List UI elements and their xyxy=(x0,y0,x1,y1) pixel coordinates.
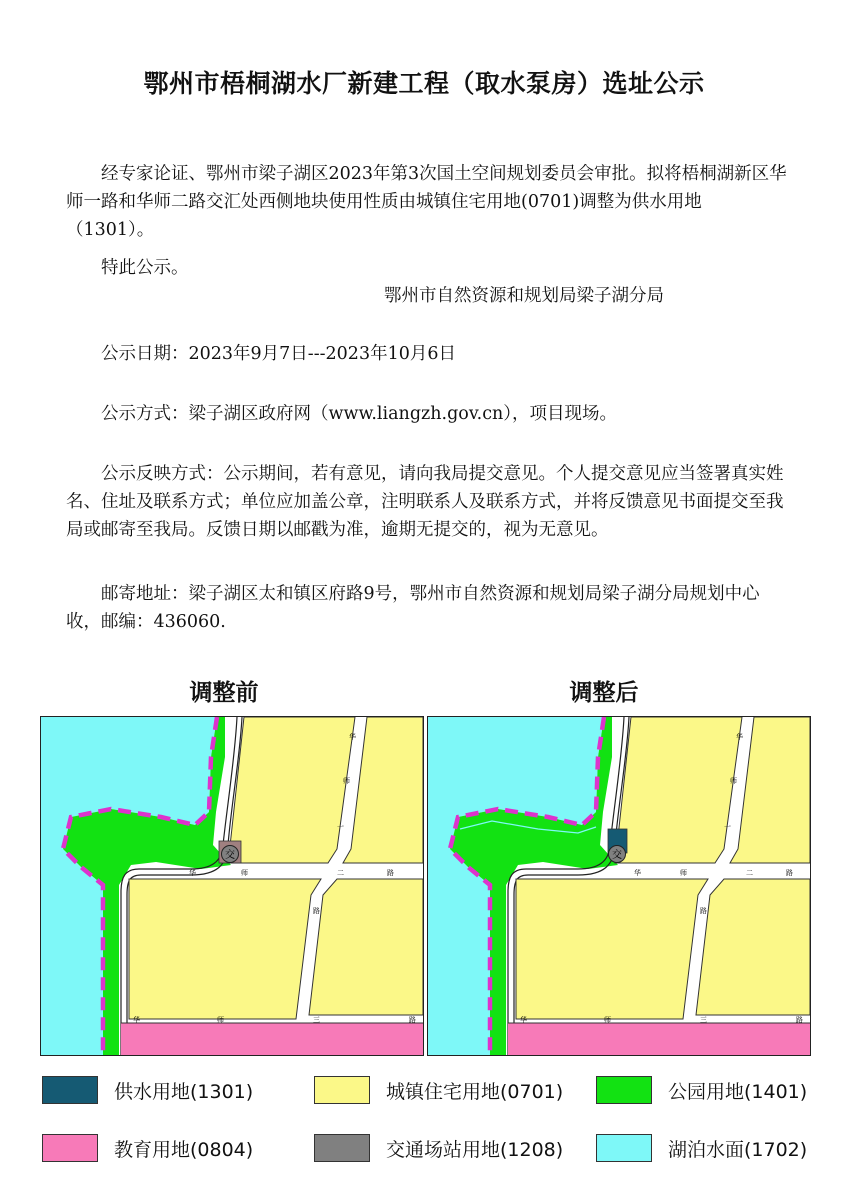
road-label-shi-4: 师 xyxy=(604,1016,611,1024)
legend-item-residential xyxy=(314,1076,563,1104)
road-label-hua-2: 华 xyxy=(634,869,641,877)
road-label-shi-1: 师 xyxy=(730,777,737,785)
road-label-shi-2: 师 xyxy=(680,869,687,877)
road-label-er-2: 二 xyxy=(337,869,344,877)
road-label-shi-4: 师 xyxy=(217,1016,224,1024)
legend-label: 公园用地(1401) xyxy=(668,1080,808,1103)
map-before-label: 调整前 xyxy=(189,680,259,706)
legend-swatch xyxy=(42,1076,98,1104)
road-label-lu-3: 路 xyxy=(700,907,707,915)
legend-label: 湖泊水面(1702) xyxy=(668,1138,808,1161)
notice-text: 特此公示。 xyxy=(101,258,189,278)
road-label-lu-3: 路 xyxy=(313,907,320,915)
road-label-san-4: 三 xyxy=(700,1016,707,1024)
road-label-yi-1: 一 xyxy=(337,823,344,831)
legend-label: 供水用地(1301) xyxy=(114,1080,254,1103)
station-label: 交 xyxy=(612,850,622,861)
map-after xyxy=(427,716,811,1056)
residential-south xyxy=(129,879,321,1019)
residential-southeast xyxy=(309,879,423,1015)
education-area xyxy=(121,1023,423,1055)
residential-southeast xyxy=(696,879,810,1015)
legend-label: 城镇住宅用地(0701) xyxy=(386,1080,564,1103)
road-label-lu-2: 路 xyxy=(786,869,793,877)
legend-label: 教育用地(0804) xyxy=(114,1138,254,1161)
map-before xyxy=(40,716,424,1056)
residential-south xyxy=(516,879,708,1019)
legend-item-transport xyxy=(314,1134,563,1162)
address-paragraph: 邮寄地址：梁子湖区太和镇区府路9号，鄂州市自然资源和规划局梁子湖分局规划中心收，邮编：436060. xyxy=(66,584,760,632)
legend-label: 交通场站用地(1208) xyxy=(386,1138,564,1161)
road-label-huashi-1: 华 xyxy=(349,733,356,741)
road-label-shi-1: 师 xyxy=(343,777,350,785)
road-label-huashi-1: 华 xyxy=(736,733,743,741)
issuer-text: 鄂州市自然资源和规划局梁子湖分局 xyxy=(384,286,664,306)
legend-item-lake xyxy=(596,1134,807,1162)
road-label-er-2: 二 xyxy=(746,869,753,877)
legend-item-water-supply xyxy=(42,1076,253,1104)
date-line: 公示日期：2023年9月7日---2023年10月6日 xyxy=(101,344,456,364)
road-label-hua-4: 华 xyxy=(520,1016,527,1024)
announcement-paragraph: 经专家论证、鄂州市梁子湖区2023年第3次国土空间规划委员会审批。拟将梧桐湖新区华师一路和华师二路交汇处西侧地块使用性质由城镇住宅用地(0701)调整为供水用地（1301）。 xyxy=(66,164,787,240)
legend-swatch xyxy=(596,1134,652,1162)
road-label-lu-2: 路 xyxy=(387,869,394,877)
map-after-label: 调整后 xyxy=(569,680,639,706)
legend-swatch xyxy=(42,1134,98,1162)
station-label: 交 xyxy=(225,850,235,861)
page-title: 鄂州市梧桐湖水厂新建工程（取水泵房）选址公示 xyxy=(143,69,705,98)
residential-north xyxy=(228,717,355,863)
road-label-lu-4: 路 xyxy=(796,1016,803,1024)
feedback-paragraph: 公示反映方式：公示期间，若有意见，请向我局提交意见。个人提交意见应当签署真实姓名、住址及联系方式；单位应加盖公章，注明联系人及联系方式，并将反馈意见书面提交至我局或邮寄至我局。反馈日期以邮戳为准，逾期无提交的，视为无意见。 xyxy=(66,464,784,540)
road-label-san-4: 三 xyxy=(313,1016,320,1024)
road-label-shi-2: 师 xyxy=(241,869,248,877)
legend-item-education xyxy=(42,1134,253,1162)
residential-north xyxy=(615,717,742,863)
road-label-yi-1: 一 xyxy=(724,823,731,831)
road-label-lu-4: 路 xyxy=(409,1016,416,1024)
legend-item-park xyxy=(596,1076,807,1104)
legend-swatch xyxy=(596,1076,652,1104)
legend-swatch xyxy=(314,1076,370,1104)
method-line: 公示方式：梁子湖区政府网（www.liangzh.gov.cn），项目现场。 xyxy=(101,404,618,424)
road-label-hua-4: 华 xyxy=(133,1016,140,1024)
education-area xyxy=(508,1023,810,1055)
legend-swatch xyxy=(314,1134,370,1162)
road-label-hua-2: 华 xyxy=(189,869,196,877)
